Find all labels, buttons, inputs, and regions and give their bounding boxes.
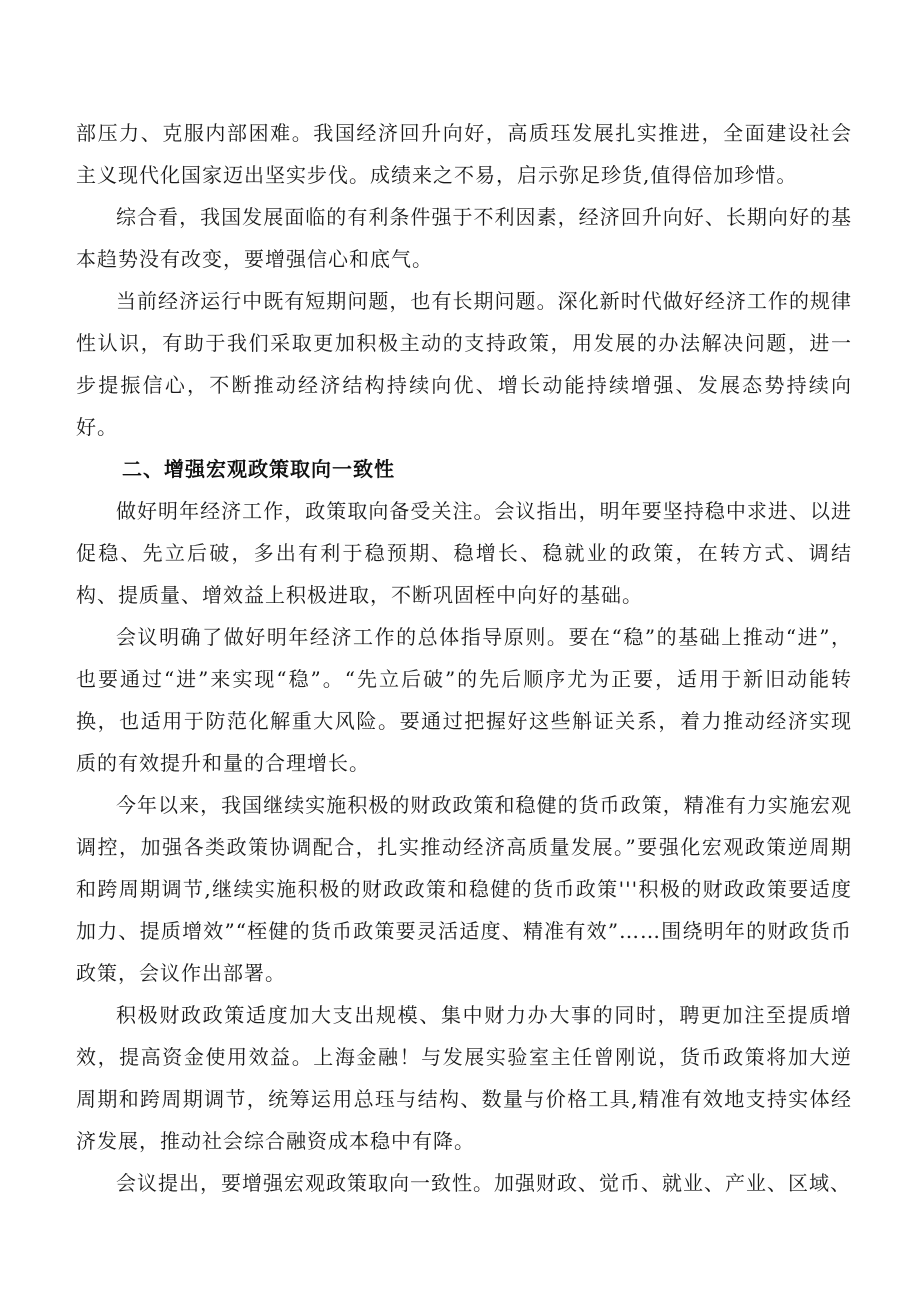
- section-heading: 二、增强宏观政策取向一致性: [122, 457, 395, 481]
- paragraph-guiding-principle: 会议明确了做好明年经济工作的总体指导原则。要在“稳”的基础上推动“进”，也要通过“进”来实现“稳”。“先立后破”的先后顺序尤为正要，适用于新旧动能转换，也适用于防范化解重大风险。要通过把握好这些斛证关系，着力推动经济实现质的有效提升和量的合理增长。: [76, 625, 852, 775]
- paragraph-policy-orientation: 做好明年经济工作，政策取向备受关注。会议指出，明年要坚持稳中求进、以进促稳、先立后破，多出有利于稳预期、稳增长、稳就业的政策，在转方式、调结构、提质量、增效益上积极进取，不断巩固桎中向好的基础。: [76, 499, 852, 607]
- paragraph-continuation: 部压力、克服内部困难。我国经济回升向好，高质珏发展扎实推进，全面建设社会主义现代化国家迈出坚实步伐。成绩来之不易，启示弥足珍货,值得倍加珍惜。: [76, 121, 852, 187]
- paragraph-overall-assessment: 综合看，我国发展面临的有利条件强于不利因素，经济回升向好、长期向好的基本趋势没有改变，要增强信心和底气。: [76, 205, 852, 271]
- paragraph-fiscal-monetary: 今年以来，我国继续实施积极的财政政策和稳健的货币政策，精准有力实施宏观调控，加强各类政策协调配合，扎实推动经济高质量发展。”要强化宏观政策逆周期和跨周期调节,继续实施积极的财政政策和稳健的货币政策'''积极的财政政策要适度加力、提质增效”“桎健的货币政策要灵活适度、精准有效”……围绕明年的财政货币政策，会议作出部署。: [76, 793, 852, 985]
- document-body: [76, 112, 852, 1204]
- paragraph-current-economy: 当前经济运行中既有短期问题，也有长期问题。深化新时代做好经济工作的规律性认识，有助于我们采取更加积极主动的支持政策，用发展的办法解决问题，进一步提振信心，不断推动经济结构持续向优、增长动能持续增强、发展态势持续向好。: [76, 289, 852, 439]
- paragraph-policy-consistency: 会议提出，要增强宏观政策取向一致性。加强财政、觉币、就业、产业、区域、: [116, 1171, 851, 1195]
- paragraph-fiscal-expansion: 积极财政政策适度加大支出规模、集中财力办大事的同时，聘更加注至提质增效，提高资金使用效益。上海金融！与发展实验室主任曾刚说，货币政策将加大逆周期和跨周期调节，统筹运用总珏与结构、数量与价格工具,精准有效地支持实体经济发展，推动社会综合融资成本稳中有降。: [76, 1003, 852, 1153]
